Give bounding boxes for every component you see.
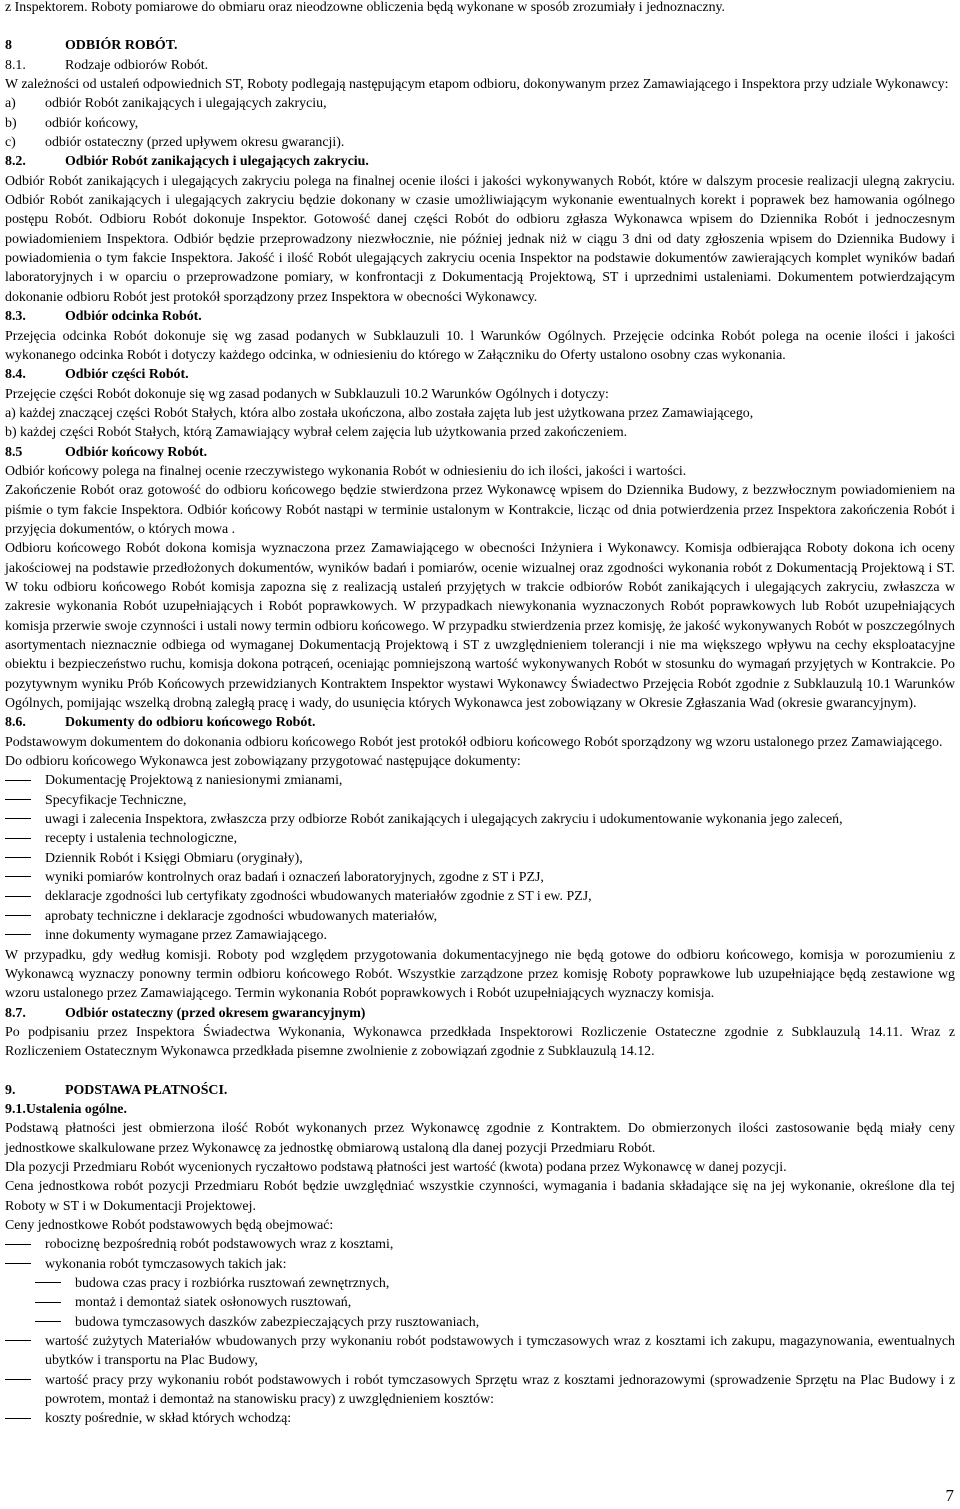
paragraph: Odbiór końcowy polega na finalnej ocenie rzeczywistego wykonania Robót w odniesieniu do ich ilości, jakości i wartości. xyxy=(5,463,687,479)
list-item: koszty pośrednie, w skład których wchodzą: xyxy=(5,1409,955,1428)
list-item: wartość zużytych Materiałów wbudowanych przy wykonaniu robót podstawowych i tymczasowych wraz z kosztami ich zakupu, magazynowania, ewentualnych ubytków i transportu na Plac Budowy, xyxy=(5,1332,955,1371)
paragraph: Cena jednostkowa robót pozycji Przedmiaru Robót będzie uwzględniać wszystkie czynności, wymagania i badania składające się na jej wykonanie, określone dla tej Roboty w ST i w Dokumentacji Projektowej. xyxy=(5,1179,955,1214)
list-item: Dziennik Robót i Księgi Obmiaru (oryginały), xyxy=(5,849,955,868)
paragraph: W zależności od ustaleń odpowiednich ST, Roboty podlegają następującym etapom odbioru, dokonywanym przez Zamawiającego i Inspektora przy udziale Wykonawcy: xyxy=(5,77,949,93)
dash-bullet-icon xyxy=(5,896,31,897)
dash-bullet-icon xyxy=(5,876,31,877)
list-item: robociznę bezpośrednią robót podstawowych wraz z kosztami, xyxy=(5,1235,955,1254)
section-9-1-heading: 9.1.Ustalenia ogólne. xyxy=(5,1101,127,1117)
paragraph: Podstawą płatności jest obmierzona ilość Robót wykonanych przez Wykonawcę zgodnie z Kontraktem. Do obmierzonych ilości zastosowanie będą miały ceny jednostkowe skalkulowane przez Wykonawcę za jednostkę obmiarową ustaloną dla danej pozycji Przedmiaru Robót. xyxy=(5,1121,955,1156)
list-item: deklaracje zgodności lub certyfikaty zgodności wbudowanych materiałów zgodnie z ST i ew. PZJ, xyxy=(5,887,955,906)
list-item: Dokumentację Projektową z naniesionymi zmianami, xyxy=(5,771,955,790)
section-8-3-heading: 8.3. Odbiór odcinka Robót. xyxy=(5,309,202,325)
section-8-7-heading: 8.7. Odbiór ostateczny (przed okresem gwarancyjnym) xyxy=(5,1005,366,1021)
document-page xyxy=(5,0,955,1429)
dash-bullet-icon xyxy=(35,1282,61,1283)
dash-bullet-icon xyxy=(5,934,31,935)
paragraph: Przejęcie części Robót dokonuje się wg zasad podanych w Subklauzuli 10.2 Warunków Ogólnych i dotyczy: xyxy=(5,386,609,402)
list-item: aprobaty techniczne i deklaracje zgodności wbudowanych materiałów, xyxy=(5,907,955,926)
list-item: a) odbiór Robót zanikających i ulegających zakryciu, xyxy=(5,96,327,112)
intro-line: z Inspektorem. Roboty pomiarowe do obmiaru oraz nieodzowne obliczenia będą wykonane w sposób zrozumiały i jednoznaczny. xyxy=(5,0,726,15)
list-item: Specyfikacje Techniczne, xyxy=(5,791,955,810)
dash-bullet-icon xyxy=(5,780,31,781)
paragraph: Po podpisaniu przez Inspektora Świadectwa Wykonania, Wykonawca przedkłada Inspektorowi Rozliczenie Ostateczne zgodnie z Subklauzulą 14.11. Wraz z Rozliczeniem Ostatecznym Wykonawca przedkłada pisemne zwolnienie z zobowiązań zgodnie z Subklauzulą 14.12. xyxy=(5,1024,955,1060)
list-item: c) odbiór ostateczny (przed upływem okresu gwarancji). xyxy=(5,135,345,151)
sub-list-item: montaż i demontaż siatek osłonowych rusztowań, xyxy=(5,1293,955,1312)
dash-bullet-icon xyxy=(5,857,31,858)
section-8-6-heading: 8.6. Dokumenty do odbioru końcowego Robót. xyxy=(5,715,316,731)
dash-bullet-icon xyxy=(5,838,31,839)
sub-list-item: budowa tymczasowych daszków zabezpieczających przy rusztowaniach, xyxy=(5,1313,955,1332)
list-item: recepty i ustalenia technologiczne, xyxy=(5,829,955,848)
paragraph: Odbioru końcowego Robót dokona komisja wyznaczona przez Zamawiającego w obecności Inżyniera i Wykonawcy. Komisja odbierająca Roboty dokona ich oceny jakościowej na podstawie przedłożonych dokumentów, wyników badań i pomiarów, ocenie wizualnej oraz zgodności wykonania robót z Dokumentacją Projektową i ST. W toku odbioru końcowego Robót komisja zapozna się z realizacją ustaleń przyjętych w trakcie odbiorów Robót zanikających i ulegających zakryciu, zwłaszcza w zakresie wykonania Robót uzupełniających i Robót poprawkowych. W przypadkach niewykonania wyznaczonych Robót poprawkowych lub Robót uzupełniających komisja przerwie swoje czynności i ustali nowy termin odbioru końcowego. W przypadku stwierdzenia przez komisję, że jakość wykonywanych Robót w poszczególnych asortymentach nieznacznie odbiega od wymaganej Dokumentacją Projektową i ST z uwzględnieniem tolerancji i nie ma większego wpływu na cechy eksploatacyjne obiektu i bezpieczeństwo ruchu, komisja dokona potrąceń, oceniając pomniejszoną wartość wykonywanych Robót w stosunku do wymagań przyjętych w Kontrakcie. Po pozytywnym wyniku Prób Końcowych przewidzianych Kontraktem Inspektor wystawi Wykonawcy Świadectwo Przejęcia Robót zgodnie z Subklauzulą 10.1 Warunków Ogólnych, pomijając wszelką drobną zaległą pracę i wady, do usunięcia których Wykonawca jest zobowiązany w Okresie Zgłaszania Wad (okresie gwarancyjnym). xyxy=(5,541,955,712)
dash-bullet-icon xyxy=(5,915,31,916)
paragraph: a) każdej znaczącej części Robót Stałych, która albo została ukończona, albo została zajęta lub jest użytkowana przez Zamawiającego, xyxy=(5,405,754,421)
dash-bullet-icon xyxy=(5,1379,31,1380)
section-8-2-heading: 8.2. Odbiór Robót zanikających i ulegających zakryciu. xyxy=(5,154,369,170)
list-item: inne dokumenty wymagane przez Zamawiającego. xyxy=(5,926,955,945)
paragraph: b) każdej części Robót Stałych, którą Zamawiający wybrał celem zajęcia lub użytkowania przed zakończeniem. xyxy=(5,425,628,441)
paragraph: Przejęcia odcinka Robót dokonuje się wg zasad podanych w Subklauzuli 10. l Warunków Ogólnych. Przejęcie odcinka Robót polega na ocenie ilości i jakości wykonanego odcinka Robót i dotyczy każdego odcinka, w odniesieniu do którego w Załączniku do Oferty ustalono osobny czas wykonania. xyxy=(5,328,955,363)
dash-bullet-icon xyxy=(5,1340,31,1341)
sub-list-item: budowa czas pracy i rozbiórka rusztowań zewnętrznych, xyxy=(5,1274,955,1293)
section-8-heading: 8 ODBIÓR ROBÓT. xyxy=(5,36,955,55)
paragraph: W przypadku, gdy według komisji. Roboty pod względem przygotowania dokumentacyjnego nie będą gotowe do odbioru końcowego, komisja w porozumieniu z Wykonawcą wyznaczy ponowny termin odbioru końcowego Robót. Wszystkie zarządzone przez komisję Roboty poprawkowe lub uzupełniające będą zestawione wg wzoru ustalonego przez Zamawiającego. Termin wykonania Robót poprawkowych i Robót uzupełniających wyznaczy komisja. xyxy=(5,947,955,1002)
dash-bullet-icon xyxy=(35,1302,61,1303)
paragraph: Do odbioru końcowego Wykonawca jest zobowiązany przygotować następujące dokumenty: xyxy=(5,754,521,770)
section-title: ODBIÓR ROBÓT. xyxy=(65,38,178,54)
list-item: wyniki pomiarów kontrolnych oraz badań i oznaczeń laboratoryjnych, zgodne z ST i PZJ, xyxy=(5,868,955,887)
page-number: 7 xyxy=(945,1485,954,1505)
dash-bullet-icon xyxy=(5,818,31,819)
paragraph: Ceny jednostkowe Robót podstawowych będą obejmować: xyxy=(5,1217,334,1233)
paragraph: Dla pozycji Przedmiaru Robót wycenionych ryczałtowo podstawą płatności jest wartość (kwota) podana przez Wykonawcę w danej pozycji. xyxy=(5,1159,787,1175)
dash-bullet-icon xyxy=(5,1418,31,1419)
paragraph: Podstawowym dokumentem do dokonania odbioru końcowego Robót jest protokół odbioru końcowego Robót sporządzony wg wzoru ustalonego przez Zamawiającego. xyxy=(5,734,943,750)
dash-bullet-icon xyxy=(35,1321,61,1322)
list-item: wykonania robót tymczasowych takich jak: xyxy=(5,1255,955,1274)
list-item: wartość pracy przy wykonaniu robót podstawowych i robót tymczasowych Sprzętu wraz z kosztami jednorazowymi (sprowadzenie Sprzętu na Plac Budowy i z powrotem, montaż i demontaż na stanowisku pracy) z uwzględnieniem kosztów: xyxy=(5,1371,955,1410)
paragraph: Zakończenie Robót oraz gotowość do odbioru końcowego będzie stwierdzona przez Wykonawcę wpisem do Dziennika Budowy, z bezzwłocznym powiadomieniem na piśmie o tym fakcie Inspektora. Odbiór końcowy Robót nastąpi w terminie ustalonym w Kontrakcie, licząc od dnia potwierdzenia przez Inspektora zakończenia Robót i przyjęcia dokumentów, o których mowa . xyxy=(5,483,955,537)
section-8-1-heading: 8.1. Rodzaje odbiorów Robót. xyxy=(5,57,209,73)
list-item: b) odbiór końcowy, xyxy=(5,115,139,131)
paragraph: Odbiór Robót zanikających i ulegających zakryciu polega na finalnej ocenie ilości i jakości wykonywanych Robót, które w dalszym procesie realizacji ulegną zakryciu. Odbiór Robót zanikających i ulegających zakryciu będzie dokonany w czasie umożliwiającym wykonanie ewentualnych korekt i poprawek bez hamowania ogólnego postępu Robót. Odbioru Robót dokonuje Inspektor. Gotowość danej części Robót do odbioru zgłasza Wykonawca wpisem do Dziennika Robót i jednoczesnym powiadomieniem Inspektora. Odbiór będzie przeprowadzony niezwłocznie, nie później jednak niż w ciągu 3 dni od daty zgłoszenia wpisem do Dziennika Budowy i powiadomienia o tym fakcie Inspektora. Jakość i ilość Robót ulegających zakryciu ocenia Inspektor na podstawie dokumentów zawierających komplet wyników badań laboratoryjnych i w oparciu o przeprowadzone pomiary, w konfrontacji z Dokumentacją Projektową, ST i uprzednimi ustaleniami. Dokumentem potwierdzającym dokonanie odbioru Robót jest protokół sporządzony przez Inspektora w obecności Wykonawcy. xyxy=(5,173,955,305)
dash-bullet-icon xyxy=(5,1244,31,1245)
dash-bullet-icon xyxy=(5,1263,31,1264)
dash-bullet-icon xyxy=(5,799,31,800)
section-8-5-heading: 8.5 Odbiór końcowy Robót. xyxy=(5,444,208,460)
section-8-4-heading: 8.4. Odbiór części Robót. xyxy=(5,367,189,383)
list-item: uwagi i zalecenia Inspektora, zwłaszcza przy odbiorze Robót zanikających i ulegających zakryciu i udokumentowanie wykonania jego zaleceń, xyxy=(5,810,955,829)
section-9-heading: 9. PODSTAWA PŁATNOŚCI. xyxy=(5,1082,228,1098)
